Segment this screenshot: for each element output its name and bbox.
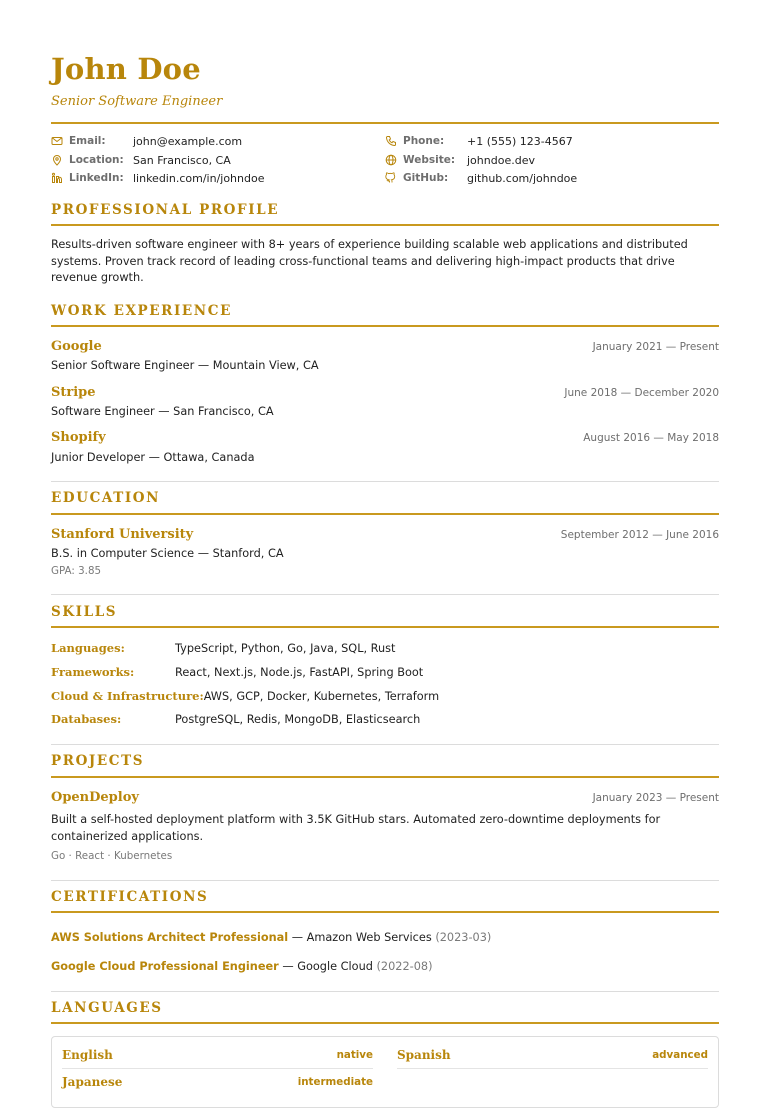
linkedin-value[interactable]: linkedin.com/in/johndoe bbox=[133, 171, 265, 185]
project-entry-head bbox=[51, 790, 719, 805]
languages-divider bbox=[51, 1022, 719, 1024]
education-heading: EDUCATION bbox=[51, 490, 161, 506]
github-value[interactable]: github.com/johndoe bbox=[467, 171, 578, 185]
experience-entry-head bbox=[51, 430, 719, 445]
experience-divider bbox=[51, 325, 719, 327]
language-name: English bbox=[62, 1048, 113, 1062]
project-name: OpenDeploy bbox=[51, 790, 139, 805]
website-value[interactable]: johndoe.dev bbox=[467, 153, 535, 167]
profile-text: Results-driven software engineer with 8+ years of experience building scalable web applications and distributed systems. Proven track record of leading cross-functional teams and delivering high-impact products that drive revenue growth. bbox=[51, 238, 688, 284]
contact-phone bbox=[385, 133, 719, 149]
projects-heading: PROJECTS bbox=[51, 753, 145, 769]
contact-row-2 bbox=[51, 152, 719, 168]
language-level: advanced bbox=[652, 1049, 708, 1061]
certifications-heading: CERTIFICATIONS bbox=[51, 889, 209, 905]
location-pin-icon bbox=[51, 154, 63, 166]
education-divider bbox=[51, 513, 719, 515]
entry-dates: January 2023 — Present bbox=[592, 792, 719, 804]
contact-row-3 bbox=[51, 170, 719, 186]
languages-box bbox=[51, 1036, 719, 1108]
company-name: Stripe bbox=[51, 385, 96, 400]
experience-entry-head bbox=[51, 385, 719, 400]
mail-icon bbox=[51, 135, 63, 147]
skill-items: React, Next.js, Node.js, FastAPI, Spring Boot bbox=[175, 666, 424, 679]
skill-row bbox=[51, 712, 719, 726]
language-item bbox=[62, 1070, 373, 1094]
skill-category: Cloud & Infrastructure: bbox=[51, 689, 204, 703]
certification-name: Google Cloud Professional Engineer bbox=[51, 960, 279, 973]
phone-value[interactable]: +1 (555) 123-4567 bbox=[467, 134, 573, 148]
language-separator bbox=[62, 1068, 373, 1069]
resume-name: John Doe bbox=[51, 52, 201, 86]
contact-linkedin bbox=[51, 170, 385, 186]
language-separator bbox=[397, 1068, 708, 1069]
project-tech: Go · React · Kubernetes bbox=[51, 850, 173, 862]
skill-items: AWS, GCP, Docker, Kubernetes, Terraform bbox=[203, 690, 440, 703]
skill-category: Languages: bbox=[51, 641, 125, 655]
section-separator bbox=[51, 594, 719, 595]
experience-entry-head bbox=[51, 339, 719, 354]
certification-date: (2022-08) bbox=[376, 960, 433, 973]
entry-dates: September 2012 — June 2016 bbox=[560, 529, 719, 541]
contact-row-1 bbox=[51, 133, 719, 149]
job-role: Software Engineer — San Francisco, CA bbox=[51, 405, 274, 418]
contact-github bbox=[385, 170, 719, 186]
email-label: Email: bbox=[69, 135, 106, 147]
entry-dates: January 2021 — Present bbox=[592, 341, 719, 353]
projects-divider bbox=[51, 776, 719, 778]
skill-items: TypeScript, Python, Go, Java, SQL, Rust bbox=[175, 642, 396, 655]
school-name: Stanford University bbox=[51, 527, 194, 542]
company-name: Shopify bbox=[51, 430, 106, 445]
skill-row bbox=[51, 665, 719, 679]
section-separator bbox=[51, 744, 719, 745]
education-entry-head bbox=[51, 527, 719, 542]
linkedin-icon bbox=[51, 172, 63, 184]
header-divider bbox=[51, 122, 719, 124]
skill-row bbox=[51, 689, 719, 703]
skills-heading: SKILLS bbox=[51, 604, 118, 620]
skill-row bbox=[51, 641, 719, 655]
resume-title: Senior Software Engineer bbox=[51, 94, 223, 109]
entry-dates: August 2016 — May 2018 bbox=[583, 432, 719, 444]
profile-heading: PROFESSIONAL PROFILE bbox=[51, 202, 280, 218]
contact-location bbox=[51, 152, 385, 168]
job-role: Senior Software Engineer — Mountain View, CA bbox=[51, 359, 319, 372]
certification-date: (2023-03) bbox=[435, 931, 492, 944]
github-label: GitHub: bbox=[403, 172, 449, 184]
language-name: Spanish bbox=[397, 1048, 451, 1062]
certification-issuer: — Google Cloud bbox=[278, 960, 377, 973]
company-name: Google bbox=[51, 339, 102, 354]
profile-divider bbox=[51, 224, 719, 226]
certifications-divider bbox=[51, 911, 719, 913]
entry-dates: June 2018 — December 2020 bbox=[564, 387, 719, 399]
location-value: San Francisco, CA bbox=[133, 153, 231, 167]
contact-website bbox=[385, 152, 719, 168]
github-icon bbox=[385, 172, 397, 184]
website-label: Website: bbox=[403, 154, 456, 166]
language-item bbox=[397, 1043, 708, 1067]
globe-icon bbox=[385, 154, 397, 166]
section-separator bbox=[51, 880, 719, 881]
phone-icon bbox=[385, 135, 397, 147]
job-role: Junior Developer — Ottawa, Canada bbox=[51, 451, 255, 464]
contact-email bbox=[51, 133, 385, 149]
certification-item bbox=[51, 931, 491, 944]
gpa: GPA: 3.85 bbox=[51, 565, 102, 577]
linkedin-label: LinkedIn: bbox=[69, 172, 124, 184]
languages-heading: LANGUAGES bbox=[51, 1000, 163, 1016]
certification-issuer: — Amazon Web Services bbox=[288, 931, 436, 944]
language-item bbox=[62, 1043, 373, 1067]
language-level: native bbox=[336, 1049, 373, 1061]
project-description: Built a self-hosted deployment platform with 3.5K GitHub stars. Automated zero-downtime deployments for containerized applications. bbox=[51, 813, 661, 843]
section-separator bbox=[51, 991, 719, 992]
certification-name: AWS Solutions Architect Professional bbox=[51, 931, 289, 944]
degree: B.S. in Computer Science — Stanford, CA bbox=[51, 547, 284, 560]
location-label: Location: bbox=[69, 154, 124, 166]
section-separator bbox=[51, 481, 719, 482]
skill-category: Databases: bbox=[51, 712, 122, 726]
certification-item bbox=[51, 960, 433, 973]
skill-items: PostgreSQL, Redis, MongoDB, Elasticsearch bbox=[175, 713, 421, 726]
language-name: Japanese bbox=[62, 1075, 123, 1089]
language-level: intermediate bbox=[297, 1076, 373, 1088]
skill-category: Frameworks: bbox=[51, 665, 135, 679]
experience-heading: WORK EXPERIENCE bbox=[51, 303, 232, 319]
phone-label: Phone: bbox=[403, 135, 445, 147]
skills-divider bbox=[51, 626, 719, 628]
email-value[interactable]: john@example.com bbox=[133, 134, 243, 148]
